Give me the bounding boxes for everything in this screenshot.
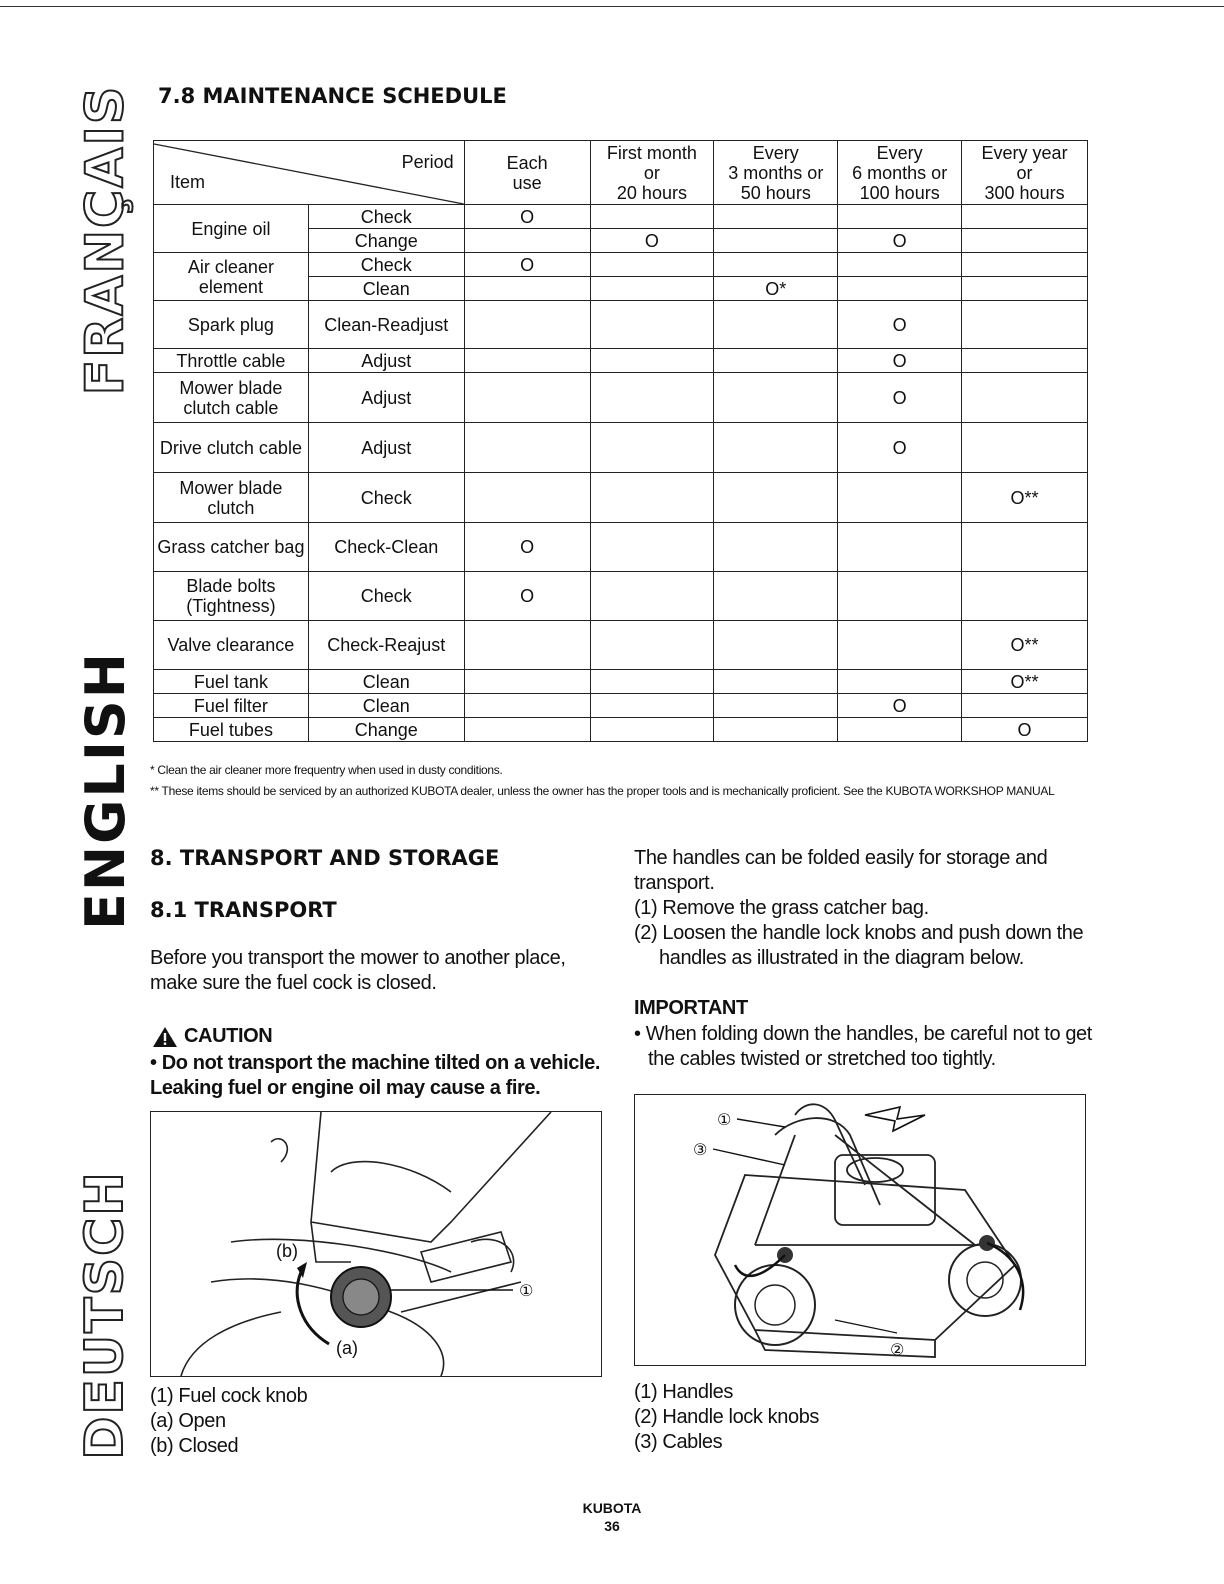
action-cell: Check [308,572,464,621]
col-every-3-months: Every 3 months or 50 hours [714,141,838,205]
action-cell: Adjust [308,423,464,473]
action-cell: Check [308,253,464,277]
top-rule [0,6,1224,7]
handles-intro: The handles can be folded easily for storage and transport. [634,847,1048,894]
fig2-legend [634,1380,819,1455]
action-cell: Check-Reajust [308,621,464,670]
item-cell: Mower blade clutch [154,473,309,523]
item-cell: Fuel filter [154,694,309,718]
side-label-de: DEUTSCH [75,1170,136,1460]
mower-handles-figure [634,1094,1086,1366]
page-number: 36 [604,1518,620,1534]
table-row: Mower blade clutch cable Adjust O [154,373,1088,423]
section-78-title: 7.8 MAINTENANCE SCHEDULE [158,84,507,108]
table-row: Grass catcher bag Check-Clean O [154,523,1088,572]
table-row: Drive clutch cable Adjust O [154,423,1088,473]
fig1-legend-item: (1) Fuel cock knob [150,1385,308,1407]
table-row: Clean O* [154,277,1088,301]
action-cell: Adjust [308,373,464,423]
footnote-1: * Clean the air cleaner more frequentry when used in dusty conditions. [150,763,503,777]
item-cell: Grass catcher bag [154,523,309,572]
item-cell: Spark plug [154,301,309,349]
col-every-6-months: Every 6 months or 100 hours [838,141,962,205]
item-cell: Blade bolts (Tightness) [154,572,309,621]
action-cell: Clean [308,277,464,301]
col-every-year: Every year or 300 hours [962,141,1088,205]
important-text: • When folding down the handles, be careful not to get the cables twisted or stretched too tightly. [634,1023,1092,1070]
action-cell: Clean [308,694,464,718]
caution-text: • Do not transport the machine tilted on a vehicle. Leaking fuel or engine oil may cause a fire. [150,1052,601,1099]
fuel-cock-figure [150,1111,602,1377]
action-cell: Clean-Readjust [308,301,464,349]
col-each-use: Each use [464,141,590,205]
action-cell: Clean [308,670,464,694]
fuel-cock-illustration [151,1112,601,1376]
fig1-legend-item: (a) Open [150,1410,226,1432]
footer-brand: KUBOTA [582,1500,642,1516]
item-cell: Air cleaner element [154,253,309,301]
table-row: Change O O [154,229,1088,253]
side-tab-francais [70,84,140,396]
table-row: Engine oil Check O [154,205,1088,229]
table-row: Fuel tank Clean O** [154,670,1088,694]
fig1-label-b: (b) [276,1241,298,1261]
item-cell: Valve clearance [154,621,309,670]
important-label: IMPORTANT [634,997,748,1019]
fig2-label-3: ③ [693,1140,708,1159]
side-tab-english [70,650,140,930]
fig2-legend-item: (3) Cables [634,1431,723,1453]
action-cell: Check [308,473,464,523]
fig1-legend-item: (b) Closed [150,1435,239,1457]
step-1: (1) Remove the grass catcher bag. [634,897,929,919]
action-cell: Check-Clean [308,523,464,572]
fig2-legend-item: (2) Handle lock knobs [634,1406,820,1428]
footnote-2: ** These items should be serviced by an authorized KUBOTA dealer, unless the owner has the proper tools and is mechanically proficient. See the KUBOTA WORKSHOP MANUAL [150,784,1055,798]
header-item: Item [170,171,206,192]
header-period: Period [401,151,454,172]
fig2-legend-item: (1) Handles [634,1381,733,1403]
step-2: (2) Loosen the handle lock knobs and push down the handles as illustrated in the diagram below. [634,922,1084,969]
table-row: Air cleaner element Check O [154,253,1088,277]
caution-heading [152,1024,272,1049]
item-cell: Fuel tank [154,670,309,694]
table-row: Spark plug Clean-Readjust O [154,301,1088,349]
action-cell: Change [308,718,464,742]
maintenance-schedule-table [153,140,1088,742]
fig1-label-1: ① [519,1281,534,1300]
section-81-title: 8.1 TRANSPORT [150,898,337,922]
mower-illustration [635,1095,1085,1365]
item-cell: Drive clutch cable [154,423,309,473]
action-cell: Change [308,229,464,253]
table-corner-header [154,141,465,205]
transport-paragraph: Before you transport the mower to another place, make sure the fuel cock is closed. [150,947,566,994]
fig1-label-a: (a) [336,1338,358,1358]
item-cell: Throttle cable [154,349,309,373]
fig2-label-1: ① [717,1110,732,1129]
table-row: Throttle cable Adjust O [154,349,1088,373]
item-cell: Mower blade clutch cable [154,373,309,423]
warning-triangle-icon [152,1026,178,1048]
action-cell: Check [308,205,464,229]
side-label-fr: FRANÇAIS [75,84,135,396]
caution-label: CAUTION [184,1025,273,1047]
table-row: Valve clearance Check-Reajust O** [154,621,1088,670]
table-row: Fuel filter Clean O [154,694,1088,718]
col-first-month: First month or 20 hours [590,141,714,205]
table-row: Fuel tubes Change O [154,718,1088,742]
section-8-title: 8. TRANSPORT AND STORAGE [150,846,500,870]
side-label-en: ENGLISH [73,650,137,930]
table-row: Blade bolts (Tightness) Check O [154,572,1088,621]
item-cell: Fuel tubes [154,718,309,742]
item-cell: Engine oil [154,205,309,253]
fig1-legend [150,1384,307,1459]
side-tab-deutsch [70,1170,140,1460]
action-cell: Adjust [308,349,464,373]
fig2-label-2: ② [890,1340,905,1359]
table-row: Mower blade clutch Check O** [154,473,1088,523]
